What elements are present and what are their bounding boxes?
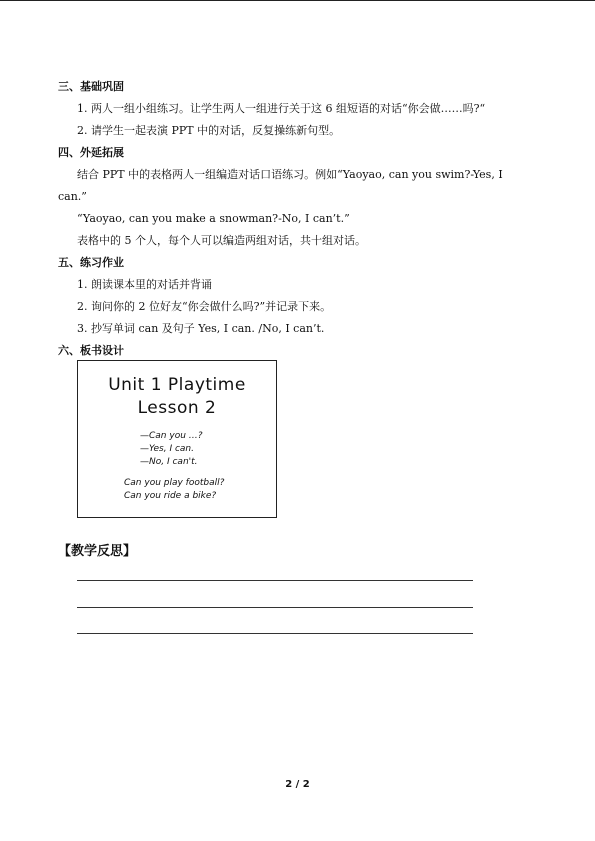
board-dialog-line: —Can you …? (140, 431, 203, 441)
section-heading-consolidation: 三、基础巩固 (58, 80, 124, 93)
list-item: 2. 请学生一起表演 PPT 中的对话，反复操练新句型。 (77, 124, 341, 137)
section-heading-board-design: 六、板书设计 (58, 344, 124, 357)
section-heading-homework: 五、练习作业 (58, 256, 124, 269)
list-item: 1. 朗读课本里的对话并背诵 (77, 278, 212, 291)
list-item: 1. 两人一组小组练习。让学生两人一组进行关于这 6 组短语的对话“你会做……吗?“ (77, 102, 486, 115)
paragraph-line: can.” (58, 190, 87, 203)
writing-line (77, 633, 473, 634)
paragraph-line: 表格中的 5 个人，每个人可以编造两组对话，共十组对话。 (77, 234, 366, 247)
board-dialog-line: —No, I can't. (140, 457, 198, 467)
board-question-line: Can you ride a bike? (124, 491, 217, 501)
paragraph-line: “Yaoyao, can you make a snowman?-No, I can’t.” (77, 212, 350, 225)
board-dialog-line: —Yes, I can. (140, 444, 194, 454)
reflection-heading: 【教学反思】 (58, 544, 137, 559)
page-number: 2 / 2 (285, 779, 310, 790)
paragraph-line: 结合 PPT 中的表格两人一组编造对话口语练习。例如“Yaoyao, can you swim?-Yes, I (77, 168, 503, 181)
page-top-rule (0, 0, 595, 1)
board-title-unit: Unit 1 Playtime (108, 375, 246, 395)
list-item: 2. 询问你的 2 位好友“你会做什么吗?”并记录下来。 (77, 300, 332, 313)
blackboard-design-box (77, 360, 277, 518)
writing-line (77, 580, 473, 581)
list-item: 3. 抄写单词 can 及句子 Yes, I can. /No, I can’t. (77, 322, 325, 335)
board-title-lesson: Lesson 2 (137, 398, 217, 418)
board-question-line: Can you play football? (124, 478, 225, 488)
writing-line (77, 607, 473, 608)
section-heading-extension: 四、外延拓展 (58, 146, 124, 159)
